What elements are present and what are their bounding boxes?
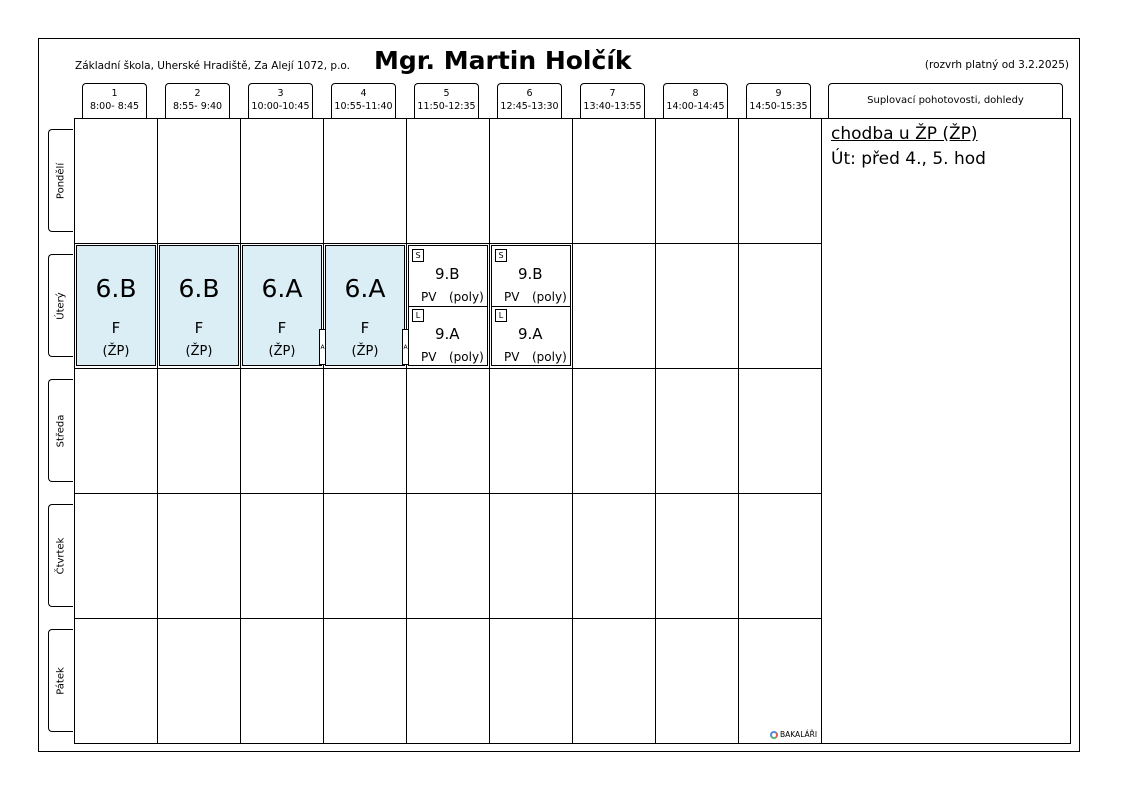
day-label: Středa bbox=[55, 414, 67, 447]
grid-divider bbox=[406, 118, 407, 744]
day-label: Čtvrtek bbox=[55, 537, 67, 574]
period-number: 6 bbox=[526, 88, 533, 99]
grid-divider bbox=[74, 618, 822, 619]
duty-time: Út: před 4., 5. hod bbox=[831, 149, 986, 169]
grid-divider bbox=[655, 118, 656, 744]
day-label: Úterý bbox=[55, 291, 67, 320]
period-time: 8:55- 9:40 bbox=[172, 101, 223, 112]
split-lesson-card[interactable] bbox=[491, 245, 571, 366]
grid-divider bbox=[821, 118, 822, 744]
period-number: 2 bbox=[194, 88, 201, 99]
lesson-room: (ŽP) bbox=[102, 344, 130, 359]
period-time: 14:50-15:35 bbox=[749, 101, 808, 112]
period-header-6 bbox=[497, 83, 562, 118]
lesson-class: 6.A bbox=[261, 274, 303, 303]
day-tab-friday bbox=[48, 629, 73, 732]
lesson-group: (poly) bbox=[532, 350, 567, 364]
grid-divider bbox=[74, 493, 822, 494]
split-lesson-card[interactable] bbox=[408, 245, 488, 366]
lesson-room: (ŽP) bbox=[268, 344, 296, 359]
period-header-9 bbox=[746, 83, 811, 118]
lesson-subject: PV bbox=[421, 290, 437, 304]
group-lesson-bottom bbox=[492, 306, 570, 366]
grid-divider bbox=[738, 118, 739, 744]
lesson-card[interactable] bbox=[242, 245, 322, 366]
period-time: 10:55-11:40 bbox=[334, 101, 393, 112]
period-header-1 bbox=[82, 83, 147, 118]
lesson-subject: F bbox=[194, 319, 204, 337]
lesson-group: (poly) bbox=[449, 290, 484, 304]
period-header-4 bbox=[331, 83, 396, 118]
period-number: 9 bbox=[775, 88, 782, 99]
lesson-group: (poly) bbox=[449, 350, 484, 364]
grid-divider bbox=[323, 118, 324, 744]
school-name: Základní škola, Uherské Hradiště, Za Alejí 1072, p.o. bbox=[75, 60, 350, 72]
group-lesson-top bbox=[492, 246, 570, 307]
week-tag: S bbox=[412, 249, 424, 262]
grid-divider bbox=[157, 118, 158, 744]
lesson-class: 9.A bbox=[518, 325, 543, 343]
cycle-marker: A bbox=[402, 329, 409, 365]
lesson-class: 6.B bbox=[178, 274, 220, 303]
lesson-class: 9.B bbox=[435, 265, 460, 283]
period-time: 12:45-13:30 bbox=[500, 101, 559, 112]
period-number: 3 bbox=[277, 88, 284, 99]
period-number: 7 bbox=[609, 88, 616, 99]
period-number: 8 bbox=[692, 88, 699, 99]
grid-divider bbox=[74, 368, 822, 369]
period-header-2 bbox=[165, 83, 230, 118]
day-tab-monday bbox=[48, 129, 73, 232]
cycle-marker: A bbox=[319, 329, 326, 365]
lesson-card[interactable] bbox=[76, 245, 156, 366]
duty-location: chodba u ŽP (ŽP) bbox=[831, 124, 978, 144]
group-lesson-top bbox=[409, 246, 487, 307]
duty-header: Suplovací pohotovosti, dohledy bbox=[828, 83, 1063, 118]
lesson-subject: F bbox=[111, 319, 121, 337]
lesson-card[interactable] bbox=[159, 245, 239, 366]
lesson-subject: PV bbox=[504, 290, 520, 304]
period-number: 5 bbox=[443, 88, 450, 99]
lesson-class: 6.B bbox=[95, 274, 137, 303]
period-header-7 bbox=[580, 83, 645, 118]
week-tag: S bbox=[495, 249, 507, 262]
bakalari-logo-icon bbox=[770, 731, 778, 739]
lesson-subject: PV bbox=[504, 350, 520, 364]
lesson-class: 9.A bbox=[435, 325, 460, 343]
valid-from: (rozvrh platný od 3.2.2025) bbox=[924, 59, 1069, 71]
lesson-room: (ŽP) bbox=[185, 344, 213, 359]
day-label: Pondělí bbox=[55, 162, 67, 199]
day-tab-thursday bbox=[48, 504, 73, 607]
lesson-subject: F bbox=[360, 319, 370, 337]
lesson-subject: PV bbox=[421, 350, 437, 364]
bakalari-logo bbox=[770, 730, 817, 739]
grid-divider bbox=[240, 118, 241, 744]
week-tag: L bbox=[495, 309, 507, 322]
lesson-class: 9.B bbox=[518, 265, 543, 283]
period-header-5 bbox=[414, 83, 479, 118]
day-tab-tuesday bbox=[48, 254, 73, 357]
logo-text: BAKALÁŘI bbox=[780, 730, 818, 739]
lesson-room: (ŽP) bbox=[351, 344, 379, 359]
grid-divider bbox=[489, 118, 490, 744]
lesson-class: 6.A bbox=[344, 274, 386, 303]
period-header-8 bbox=[663, 83, 728, 118]
period-time: 13:40-13:55 bbox=[583, 101, 642, 112]
grid-divider bbox=[572, 118, 573, 744]
period-number: 4 bbox=[360, 88, 367, 99]
period-number: 1 bbox=[111, 88, 118, 99]
week-tag: L bbox=[412, 309, 424, 322]
lesson-card[interactable] bbox=[325, 245, 405, 366]
teacher-name: Mgr. Martin Holčík bbox=[374, 46, 632, 75]
period-time: 14:00-14:45 bbox=[666, 101, 725, 112]
day-tab-wednesday bbox=[48, 379, 73, 482]
period-header-3 bbox=[248, 83, 313, 118]
group-lesson-bottom bbox=[409, 306, 487, 366]
period-time: 8:00- 8:45 bbox=[89, 101, 140, 112]
period-time: 10:00-10:45 bbox=[251, 101, 310, 112]
lesson-subject: F bbox=[277, 319, 287, 337]
period-time: 11:50-12:35 bbox=[417, 101, 476, 112]
lesson-group: (poly) bbox=[532, 290, 567, 304]
day-label: Pátek bbox=[55, 666, 67, 695]
grid-divider bbox=[74, 243, 822, 244]
